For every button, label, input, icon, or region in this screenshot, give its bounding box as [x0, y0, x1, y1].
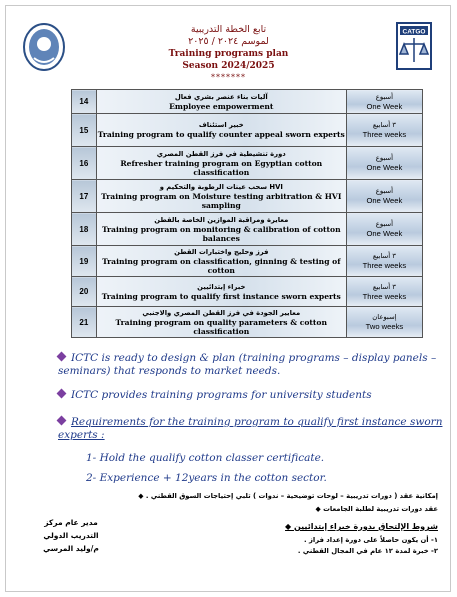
arabic-note-2: عقد دورات تدريبية لطلبة الجامعات ◆: [315, 505, 438, 513]
program-title-en: Training program on quality parameters & cotton classification: [115, 317, 327, 336]
table-row: [72, 307, 423, 338]
duration-en: One Week: [366, 101, 403, 111]
row-number: 20: [72, 277, 97, 307]
arabic-condition-2: ٢- خبرة لمدة ١٢ عام في المجال القطني .: [297, 547, 438, 555]
program-title-ar: سحب عينات الرطوبة والتحكيم و HVI: [159, 182, 283, 191]
arabic-requirements-heading-text: شروط الإلتحاق بدورة خبراء إبتدائيين: [293, 522, 438, 531]
program-title-en: Employee empowerment: [169, 101, 274, 111]
program-title-cell: [96, 213, 346, 246]
table-row: [72, 180, 423, 213]
row-number: 14: [72, 90, 97, 114]
program-title-en: Training program on classification, ginning & testing of cotton: [102, 256, 341, 275]
signature-line-2: التدريب الدولي: [43, 531, 99, 540]
duration-en: One Week: [366, 163, 403, 172]
duration-ar: إسبوعان: [372, 313, 397, 321]
program-title-cell: [96, 307, 346, 338]
arabic-note-1: إمكانية عقد ( دورات تدريبية – لوحات توضيحية – ندوات ) تلبي إحتياجات السوق القطني . ◆: [138, 492, 438, 500]
duration-en: Three weeks: [362, 130, 407, 139]
duration-cell: [346, 307, 422, 338]
signature-line-3: م/وليد المرسي: [43, 544, 99, 553]
catgo-logo-text: CATGO: [402, 28, 426, 36]
program-title-ar: خبراء إبتدائيين: [197, 282, 246, 291]
duration-en: Two weeks: [365, 322, 404, 331]
row-number: 17: [72, 180, 97, 213]
requirement-item-1: 1- Hold the qualify cotton classer certificate.: [86, 452, 325, 464]
header-title: Training programs plan: [168, 49, 289, 59]
duration-en: One Week: [366, 196, 403, 205]
arabic-condition-1: ١- أن يكون حاصلاً على دورة إعداد فراز .: [304, 536, 438, 544]
duration-ar: أسبوع: [375, 92, 393, 101]
program-title-cell: [96, 277, 346, 307]
program-title-cell: [96, 246, 346, 277]
program-title-en: Refresher training program on Egyptian cotton classification: [120, 158, 323, 177]
arabic-requirements-heading: شروط الإلتحاق بدورة خبراء إبتدائيين ◆: [285, 522, 438, 531]
duration-cell: [346, 213, 422, 246]
requirements-heading: [58, 416, 453, 442]
row-number: 15: [72, 114, 97, 147]
program-title-en: Training program to qualify counter appeal sworn experts: [97, 130, 345, 139]
program-title-en: Training program on Moisture testing arbitration & HVI sampling: [101, 191, 342, 210]
row-number: 16: [72, 147, 97, 180]
program-title-ar: خبير استئناف: [198, 121, 244, 129]
bullet-design: [58, 352, 446, 378]
row-number: 19: [72, 246, 97, 277]
header-stars: *******: [211, 73, 246, 82]
row-number: 18: [72, 213, 97, 246]
bullet-students: [58, 389, 446, 402]
bullet-design-text: ICTC is ready to design & plan (training programs – display panels – seminars) that responds to market needs.: [58, 352, 437, 377]
program-title-cell: [96, 180, 346, 213]
duration-ar: ٣ أسابيع: [372, 282, 396, 291]
header-line2: لموسم ٢٠٢٤ / ٢٠٢٥: [188, 36, 269, 47]
program-title-cell: [96, 147, 346, 180]
duration-cell: [346, 90, 422, 114]
bullet-students-text: ICTC provides training programs for university students: [71, 389, 372, 401]
table-row: [72, 90, 423, 114]
diamond-bullet-icon: [57, 389, 67, 399]
diamond-bullet-icon: [57, 416, 67, 426]
row-number: 21: [72, 307, 97, 338]
program-title-ar: معايرة ومراقبة الموازين الخاصة بالقطن: [154, 215, 289, 224]
duration-en: One Week: [366, 229, 403, 238]
emblem-logo: [22, 22, 66, 72]
requirement-item-2: 2- Experience + 12years in the cotton sector.: [86, 472, 327, 484]
program-title-cell: [96, 90, 346, 114]
signature-block: [42, 516, 100, 555]
program-title-en: Training program to qualify first instance sworn experts: [101, 291, 341, 301]
table-row: [72, 114, 423, 147]
duration-ar: ٣ أسابيع: [372, 121, 396, 129]
duration-cell: [346, 180, 422, 213]
training-plan-table: [71, 89, 423, 338]
program-title-ar: معايير الجودة في فرز القطن المصري والاجنبي: [142, 308, 301, 317]
header: [120, 24, 337, 84]
header-line1: تابع الخطة التدريبية: [190, 24, 267, 35]
signature-line-1: مدير عام مركز: [44, 518, 98, 527]
program-title-ar: فرز وحليج واختبارات القطن: [174, 247, 269, 256]
duration-cell: [346, 277, 422, 307]
program-title-ar: آليات بناء عنصر بشري فعال: [174, 92, 268, 101]
header-season: Season 2024/2025: [182, 61, 275, 71]
diamond-bullet-icon: [57, 352, 67, 362]
arabic-note-1-text: إمكانية عقد ( دورات تدريبية – لوحات توضيحية – ندوات ) تلبي إحتياجات السوق القطني .: [145, 492, 438, 500]
program-title-en: Training program on monitoring & calibration of cotton balances: [101, 224, 341, 243]
arabic-note-2-text: عقد دورات تدريبية لطلبة الجامعات: [323, 505, 438, 513]
table-row: [72, 277, 423, 307]
table-row: [72, 147, 423, 180]
catgo-logo: [396, 22, 432, 70]
duration-ar: أسبوع: [375, 220, 393, 228]
duration-cell: [346, 114, 422, 147]
duration-en: Three weeks: [362, 261, 407, 270]
duration-ar: أسبوع: [375, 187, 393, 195]
table-row: [72, 213, 423, 246]
requirements-heading-text: Requirements for the training program to qualify first instance sworn experts :: [58, 416, 443, 441]
duration-ar: أسبوع: [375, 154, 393, 162]
duration-en: Three weeks: [362, 291, 407, 301]
duration-cell: [346, 147, 422, 180]
table-row: [72, 246, 423, 277]
duration-cell: [346, 246, 422, 277]
duration-ar: ٣ أسابيع: [372, 252, 396, 260]
program-title-cell: [96, 114, 346, 147]
program-title-ar: دورة تنشيطية في فرز القطن المصري: [156, 149, 286, 158]
